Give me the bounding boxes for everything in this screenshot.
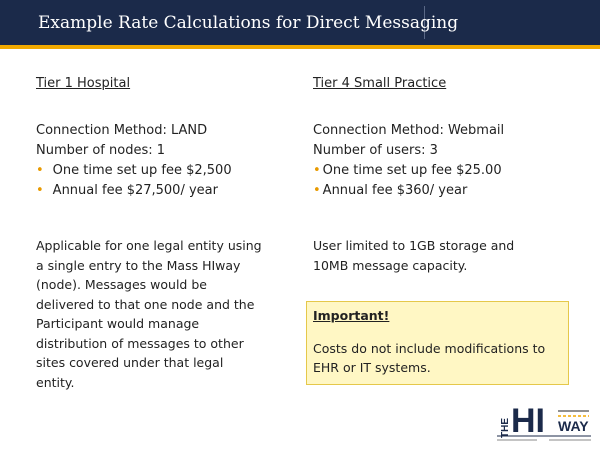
hiway-logo: [497, 396, 591, 442]
tier4-bullet-annual: • Annual fee $360/ year: [313, 181, 578, 201]
title-underline: [0, 45, 600, 49]
tier4-count: Number of users: 3: [313, 143, 438, 158]
tier4-description: User limited to 1GB storage and 10MB message capacity.: [313, 238, 515, 273]
tier1-count: Number of nodes: 1: [36, 143, 166, 158]
logo-hi-text: HI: [511, 402, 545, 440]
important-callout: [306, 301, 569, 385]
tier1-method: Connection Method: LAND: [36, 123, 208, 138]
tier4-heading: Tier 4 Small Practice: [313, 76, 447, 91]
tier1-bullet-annual: • Annual fee $27,500/ year: [36, 181, 276, 201]
tier1-bullet-setup: • One time set up fee $2,500: [36, 161, 276, 181]
tier4-method: Connection Method: Webmail: [313, 123, 505, 138]
important-text: Costs do not include modifications to EHR or IT systems.: [313, 341, 546, 375]
tier4-bullet-setup: • One time set up fee $25.00: [313, 161, 578, 181]
logo-the-text: THE: [500, 418, 511, 438]
tier4-details: [313, 121, 578, 201]
tier1-description: Applicable for one legal entity using a single entry to the Mass HIway (node). Messages would be delivered to that one node and the Participant would manage distribution of messages to other sites covered under that legal entity.: [36, 238, 262, 390]
important-label: Important!: [313, 308, 390, 323]
slide-title: Example Rate Calculations for Direct Messaging: [38, 13, 459, 33]
logo-way-text: WAY: [558, 418, 589, 434]
title-bar: [0, 0, 600, 45]
tier1-heading: Tier 1 Hospital: [36, 76, 131, 91]
tier1-details: [36, 121, 276, 201]
